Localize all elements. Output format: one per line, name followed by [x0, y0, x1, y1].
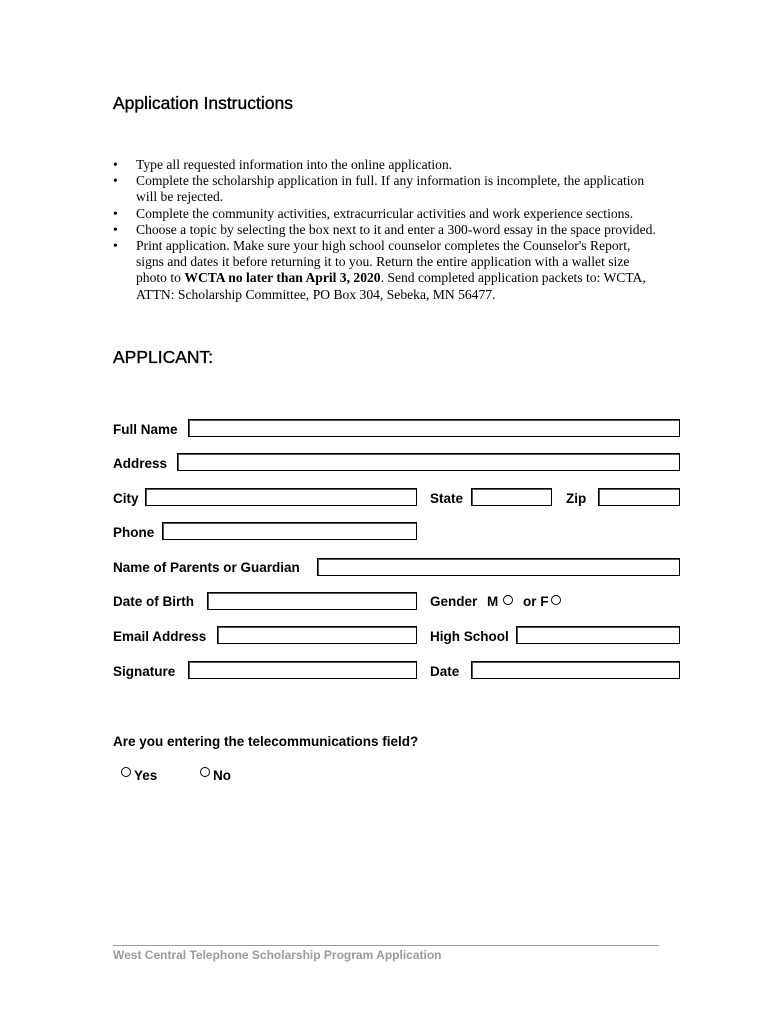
gender-female-radio[interactable]: [551, 595, 561, 605]
state-label: State: [430, 491, 464, 506]
bullet: •: [113, 238, 118, 254]
high-school-label: High School: [430, 629, 509, 644]
bullet: •: [113, 173, 118, 189]
instruction-item: [113, 222, 658, 238]
email-label: Email Address: [113, 629, 207, 644]
city-label: City: [113, 491, 139, 506]
instruction-item: [113, 206, 658, 222]
gender-label: Gender: [430, 594, 478, 609]
phone-label: Phone: [113, 525, 155, 540]
footer-divider: [113, 945, 659, 946]
bullet: •: [113, 221, 118, 237]
full-name-field[interactable]: [188, 419, 680, 437]
instruction-item: [113, 238, 658, 303]
gender-female-label: or F: [523, 594, 549, 609]
zip-field[interactable]: [598, 488, 680, 506]
applicant-heading: APPLICANT:: [113, 347, 214, 367]
signature-field[interactable]: [188, 661, 417, 679]
city-field[interactable]: [145, 488, 417, 506]
telecom-question: Are you entering the telecommunications field?: [113, 734, 419, 749]
zip-label: Zip: [566, 491, 587, 506]
address-label: Address: [113, 456, 168, 471]
state-field[interactable]: [471, 488, 552, 506]
instruction-item: [113, 157, 658, 173]
bullet: •: [113, 205, 118, 221]
instruction-text: Type all requested information into the online application.: [136, 157, 453, 172]
parents-field[interactable]: [317, 558, 680, 576]
instruction-text: Complete the scholarship application in full. If any information is incomplete, the application will be rejected.: [136, 173, 645, 205]
instruction-text: Print application. Make sure your high school counselor completes the Counselor's Report, signs and dates it before returning it to you. Return the entire application with a wallet size photo to: [136, 238, 631, 286]
page-title: Application Instructions: [113, 93, 293, 113]
instruction-text: . Send completed application packets to: WCTA, ATTN: Scholarship Committee, PO Box 304, Sebeka, MN 56477.: [136, 270, 646, 302]
instruction-item: [113, 173, 658, 205]
dob-field[interactable]: [207, 592, 417, 610]
telecom-no-label: No: [213, 768, 231, 783]
instruction-text: Choose a topic by selecting the box next to it and enter a 300-word essay in the space provided.: [136, 221, 656, 237]
deadline-text: WCTA no later than April 3, 2020: [184, 270, 381, 286]
email-field[interactable]: [217, 626, 417, 644]
signature-label: Signature: [113, 664, 176, 679]
dob-label: Date of Birth: [113, 594, 194, 609]
telecom-yes-radio[interactable]: [121, 767, 131, 777]
footer-text: West Central Telephone Scholarship Program Application: [113, 948, 442, 962]
instructions-list: [113, 157, 658, 303]
bullet: •: [113, 157, 118, 172]
parents-label: Name of Parents or Guardian: [113, 560, 300, 575]
full-name-label: Full Name: [113, 422, 178, 437]
gender-male-label: M: [487, 594, 499, 609]
date-field[interactable]: [471, 661, 680, 679]
high-school-field[interactable]: [516, 626, 680, 644]
telecom-no-radio[interactable]: [200, 767, 210, 777]
gender-male-radio[interactable]: [503, 595, 513, 605]
phone-field[interactable]: [162, 522, 417, 540]
address-field[interactable]: [177, 453, 680, 471]
date-label: Date: [430, 664, 460, 679]
telecom-yes-label: Yes: [134, 768, 158, 783]
instruction-text: Complete the community activities, extracurricular activities and work experience sections.: [136, 205, 634, 221]
